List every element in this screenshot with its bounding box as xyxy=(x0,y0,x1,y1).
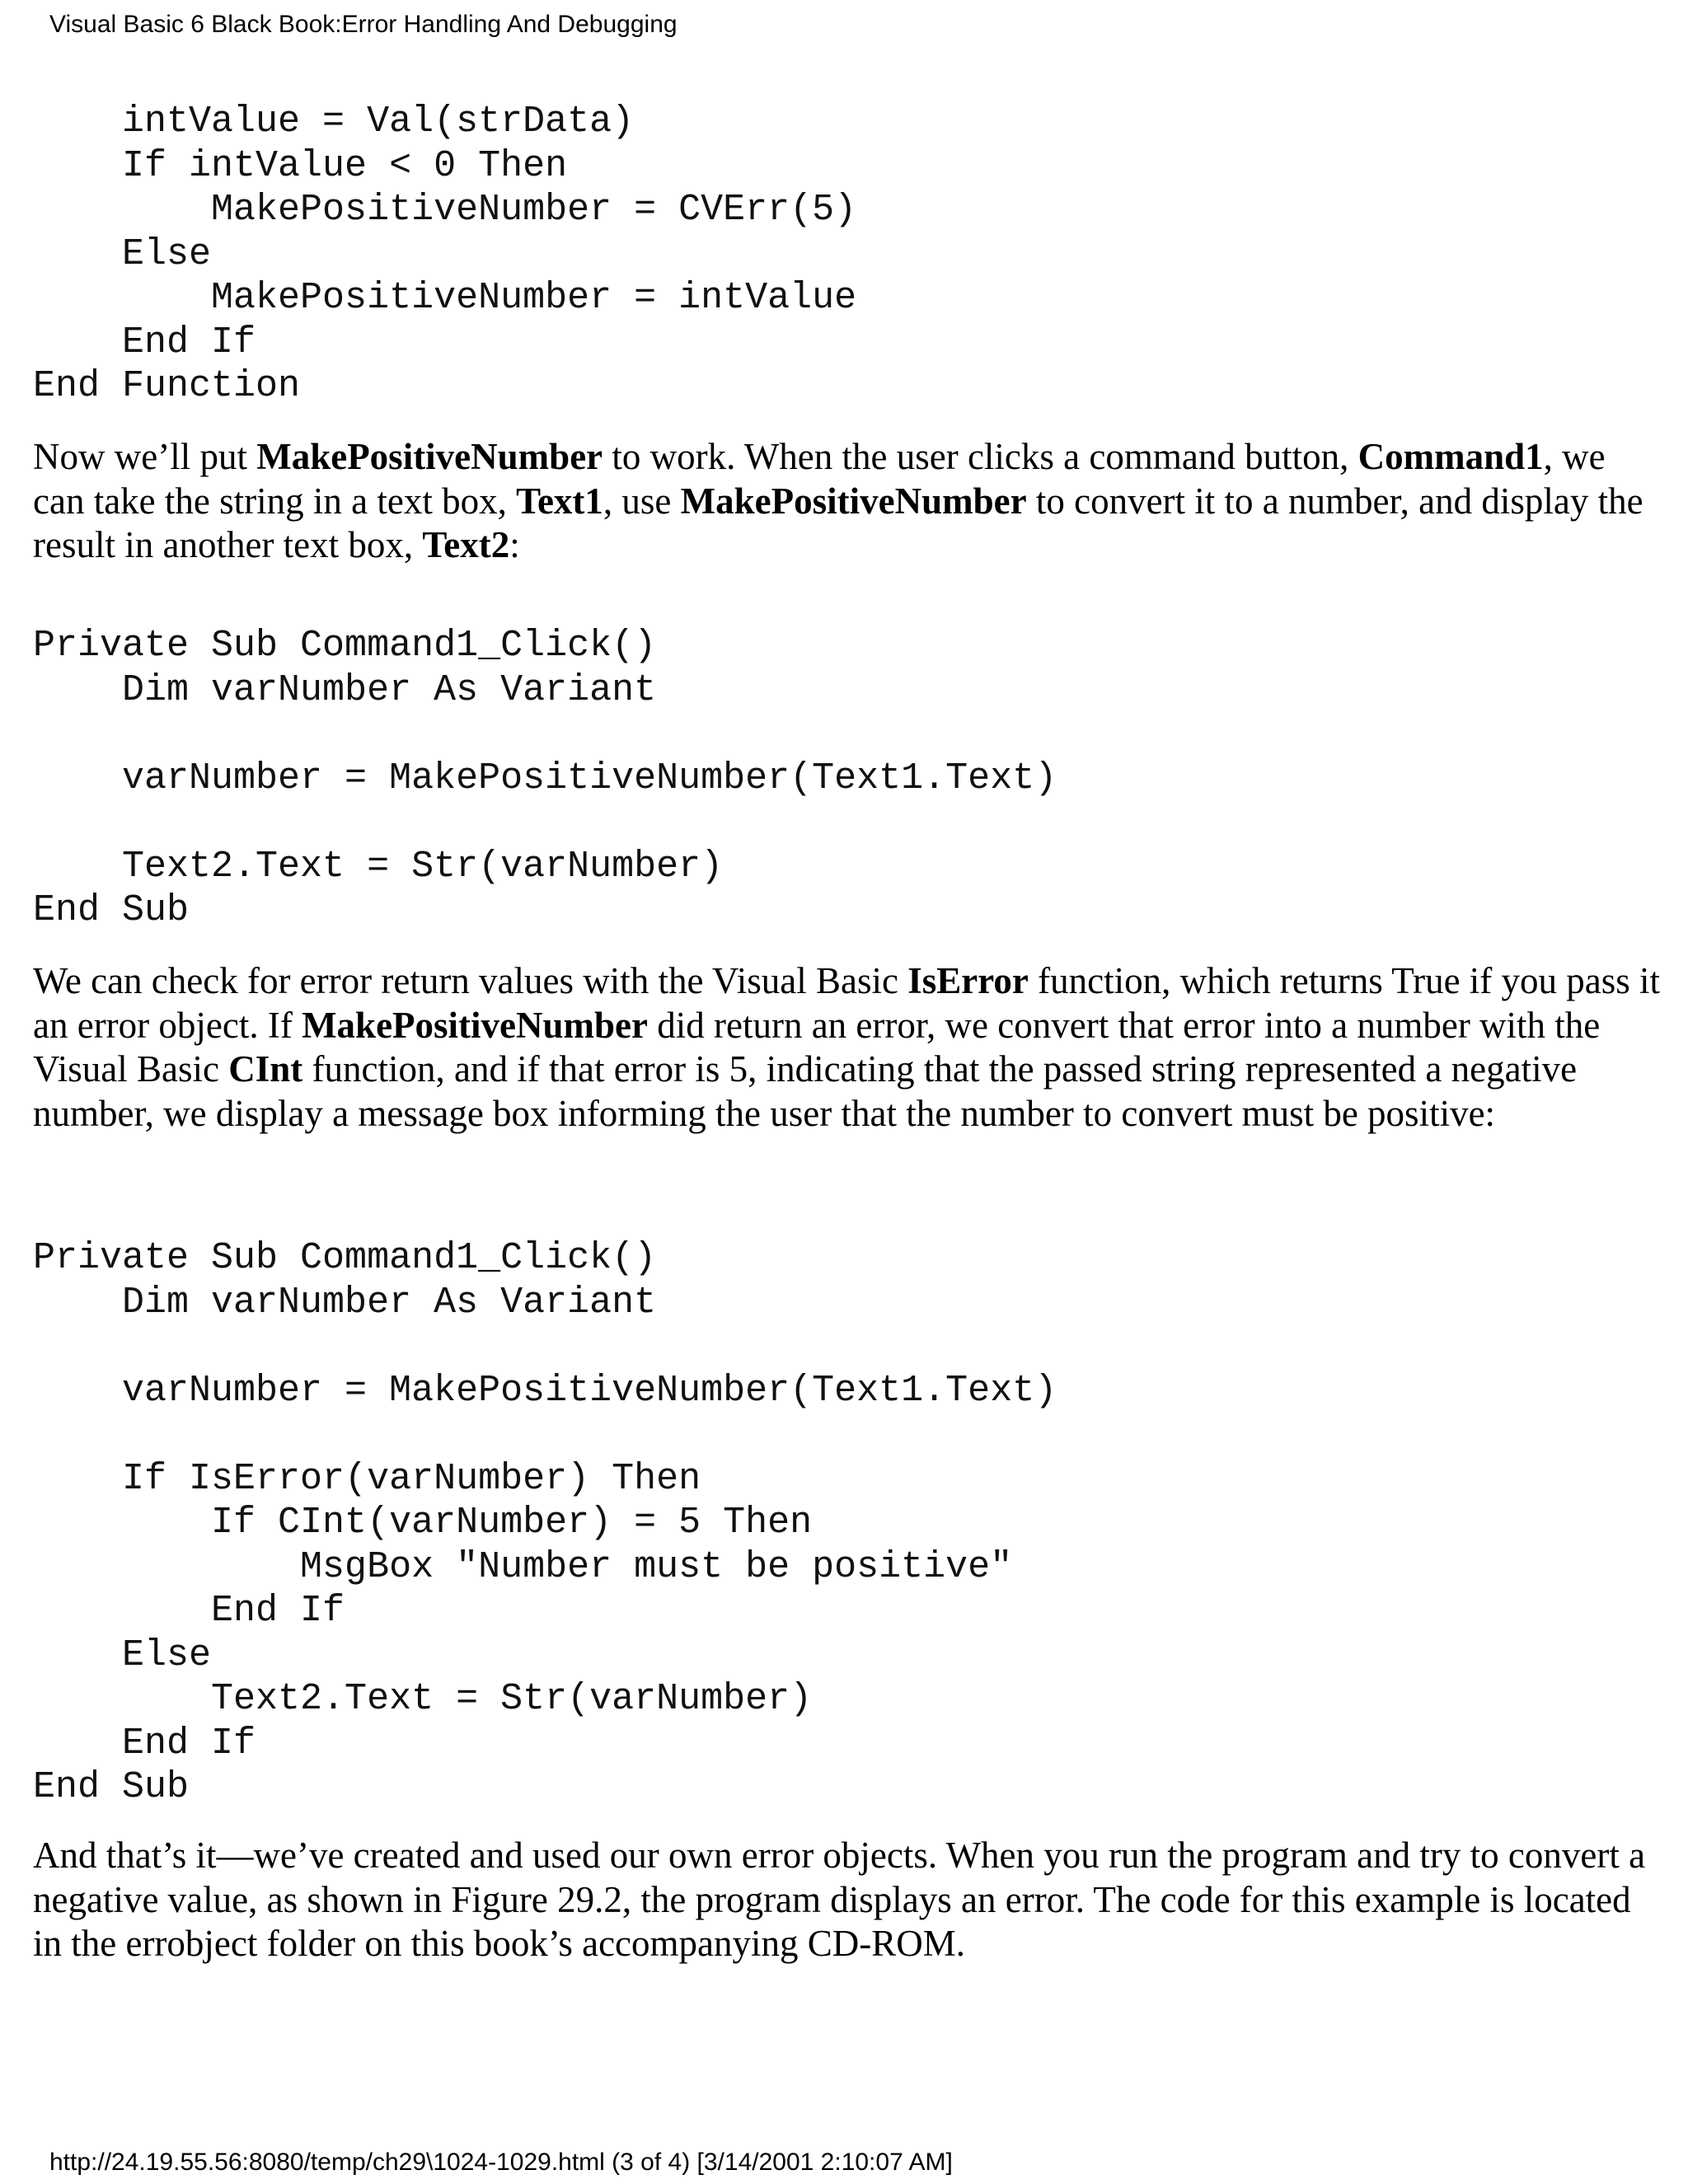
code-line: MsgBox "Number must be positive" xyxy=(33,1545,1013,1588)
code-line: End If xyxy=(33,321,256,363)
paragraph-makepositivenumber-intro xyxy=(33,435,1665,568)
code-line: Dim varNumber As Variant xyxy=(33,1281,657,1324)
code-block-command1-click-simple xyxy=(33,624,1057,933)
bold-term: CInt xyxy=(228,1048,303,1090)
bold-term: MakePositiveNumber xyxy=(256,436,603,477)
text-run: We can check for error return values with the Visual Basic xyxy=(33,960,908,1001)
code-line: Dim varNumber As Variant xyxy=(33,668,657,711)
bold-term: MakePositiveNumber xyxy=(302,1004,648,1046)
code-line: End If xyxy=(33,1590,345,1632)
code-line xyxy=(33,1324,1057,1369)
code-line: Text2.Text = Str(varNumber) xyxy=(33,845,724,888)
code-line: End Sub xyxy=(33,889,190,931)
code-line: If CInt(varNumber) = 5 Then xyxy=(33,1502,813,1544)
text-run: did return an error, we convert that error into a number with the Visual Basic xyxy=(33,1004,1601,1090)
bold-term: IsError xyxy=(907,960,1029,1001)
text-run: function, and if that error is 5, indicating that the passed string represented a negative number, we display a message box informing the user that the number to convert must be positive: xyxy=(33,1048,1578,1134)
code-line xyxy=(33,800,1057,845)
text-run: , we can take the string in a text box, xyxy=(33,436,1606,522)
code-line xyxy=(33,712,1057,757)
text-run: to convert it to a number, and display the result in another text box, xyxy=(33,480,1643,565)
code-block-function-end xyxy=(33,100,856,409)
bold-term: Command1 xyxy=(1357,436,1544,477)
code-line: intValue = Val(strData) xyxy=(33,101,635,143)
code-line: varNumber = MakePositiveNumber(Text1.Text) xyxy=(33,757,1057,799)
code-line: MakePositiveNumber = intValue xyxy=(33,277,857,319)
text-run: , use xyxy=(603,480,681,522)
code-line: Private Sub Command1_Click() xyxy=(33,1237,657,1279)
code-line: varNumber = MakePositiveNumber(Text1.Text) xyxy=(33,1369,1057,1412)
code-line: End Function xyxy=(33,365,301,407)
paragraph-iserror-explanation xyxy=(33,959,1665,1136)
text-run: function, which returns True if you pass it an error object. If xyxy=(33,960,1661,1046)
text-run: to work. When the user clicks a command button, xyxy=(603,436,1358,477)
code-line: If intValue < 0 Then xyxy=(33,144,568,187)
code-line xyxy=(33,1413,1057,1457)
code-block-command1-click-iserror xyxy=(33,1236,1057,1810)
text-run: Now we’ll put xyxy=(33,436,257,477)
code-line: Else xyxy=(33,1633,212,1676)
bold-term: Text1 xyxy=(516,480,603,522)
page-header-title: Visual Basic 6 Black Book:Error Handling And Debugging xyxy=(49,11,678,38)
code-line: Else xyxy=(33,232,212,275)
code-line: End Sub xyxy=(33,1766,190,1808)
page-footer-url: http://24.19.55.56:8080/temp/ch29\1024-1029.html (3 of 4) [3/14/2001 2:10:07 AM] xyxy=(49,2149,953,2176)
bold-term: MakePositiveNumber xyxy=(680,480,1027,522)
bold-term: Text2 xyxy=(422,524,510,565)
paragraph-conclusion: And that’s it—we’ve created and used our own error objects. When you run the program and try to convert a negative value, as shown in Figure 29.2, the program displays an error. The code for this example is located in the errobject folder on this book’s accompanying CD-ROM. xyxy=(33,1835,1646,1964)
code-line: MakePositiveNumber = CVErr(5) xyxy=(33,189,857,231)
code-line: Text2.Text = Str(varNumber) xyxy=(33,1678,813,1720)
text-run: : xyxy=(509,524,520,565)
code-line: End If xyxy=(33,1722,256,1765)
code-line: Private Sub Command1_Click() xyxy=(33,625,657,667)
code-line: If IsError(varNumber) Then xyxy=(33,1457,701,1500)
